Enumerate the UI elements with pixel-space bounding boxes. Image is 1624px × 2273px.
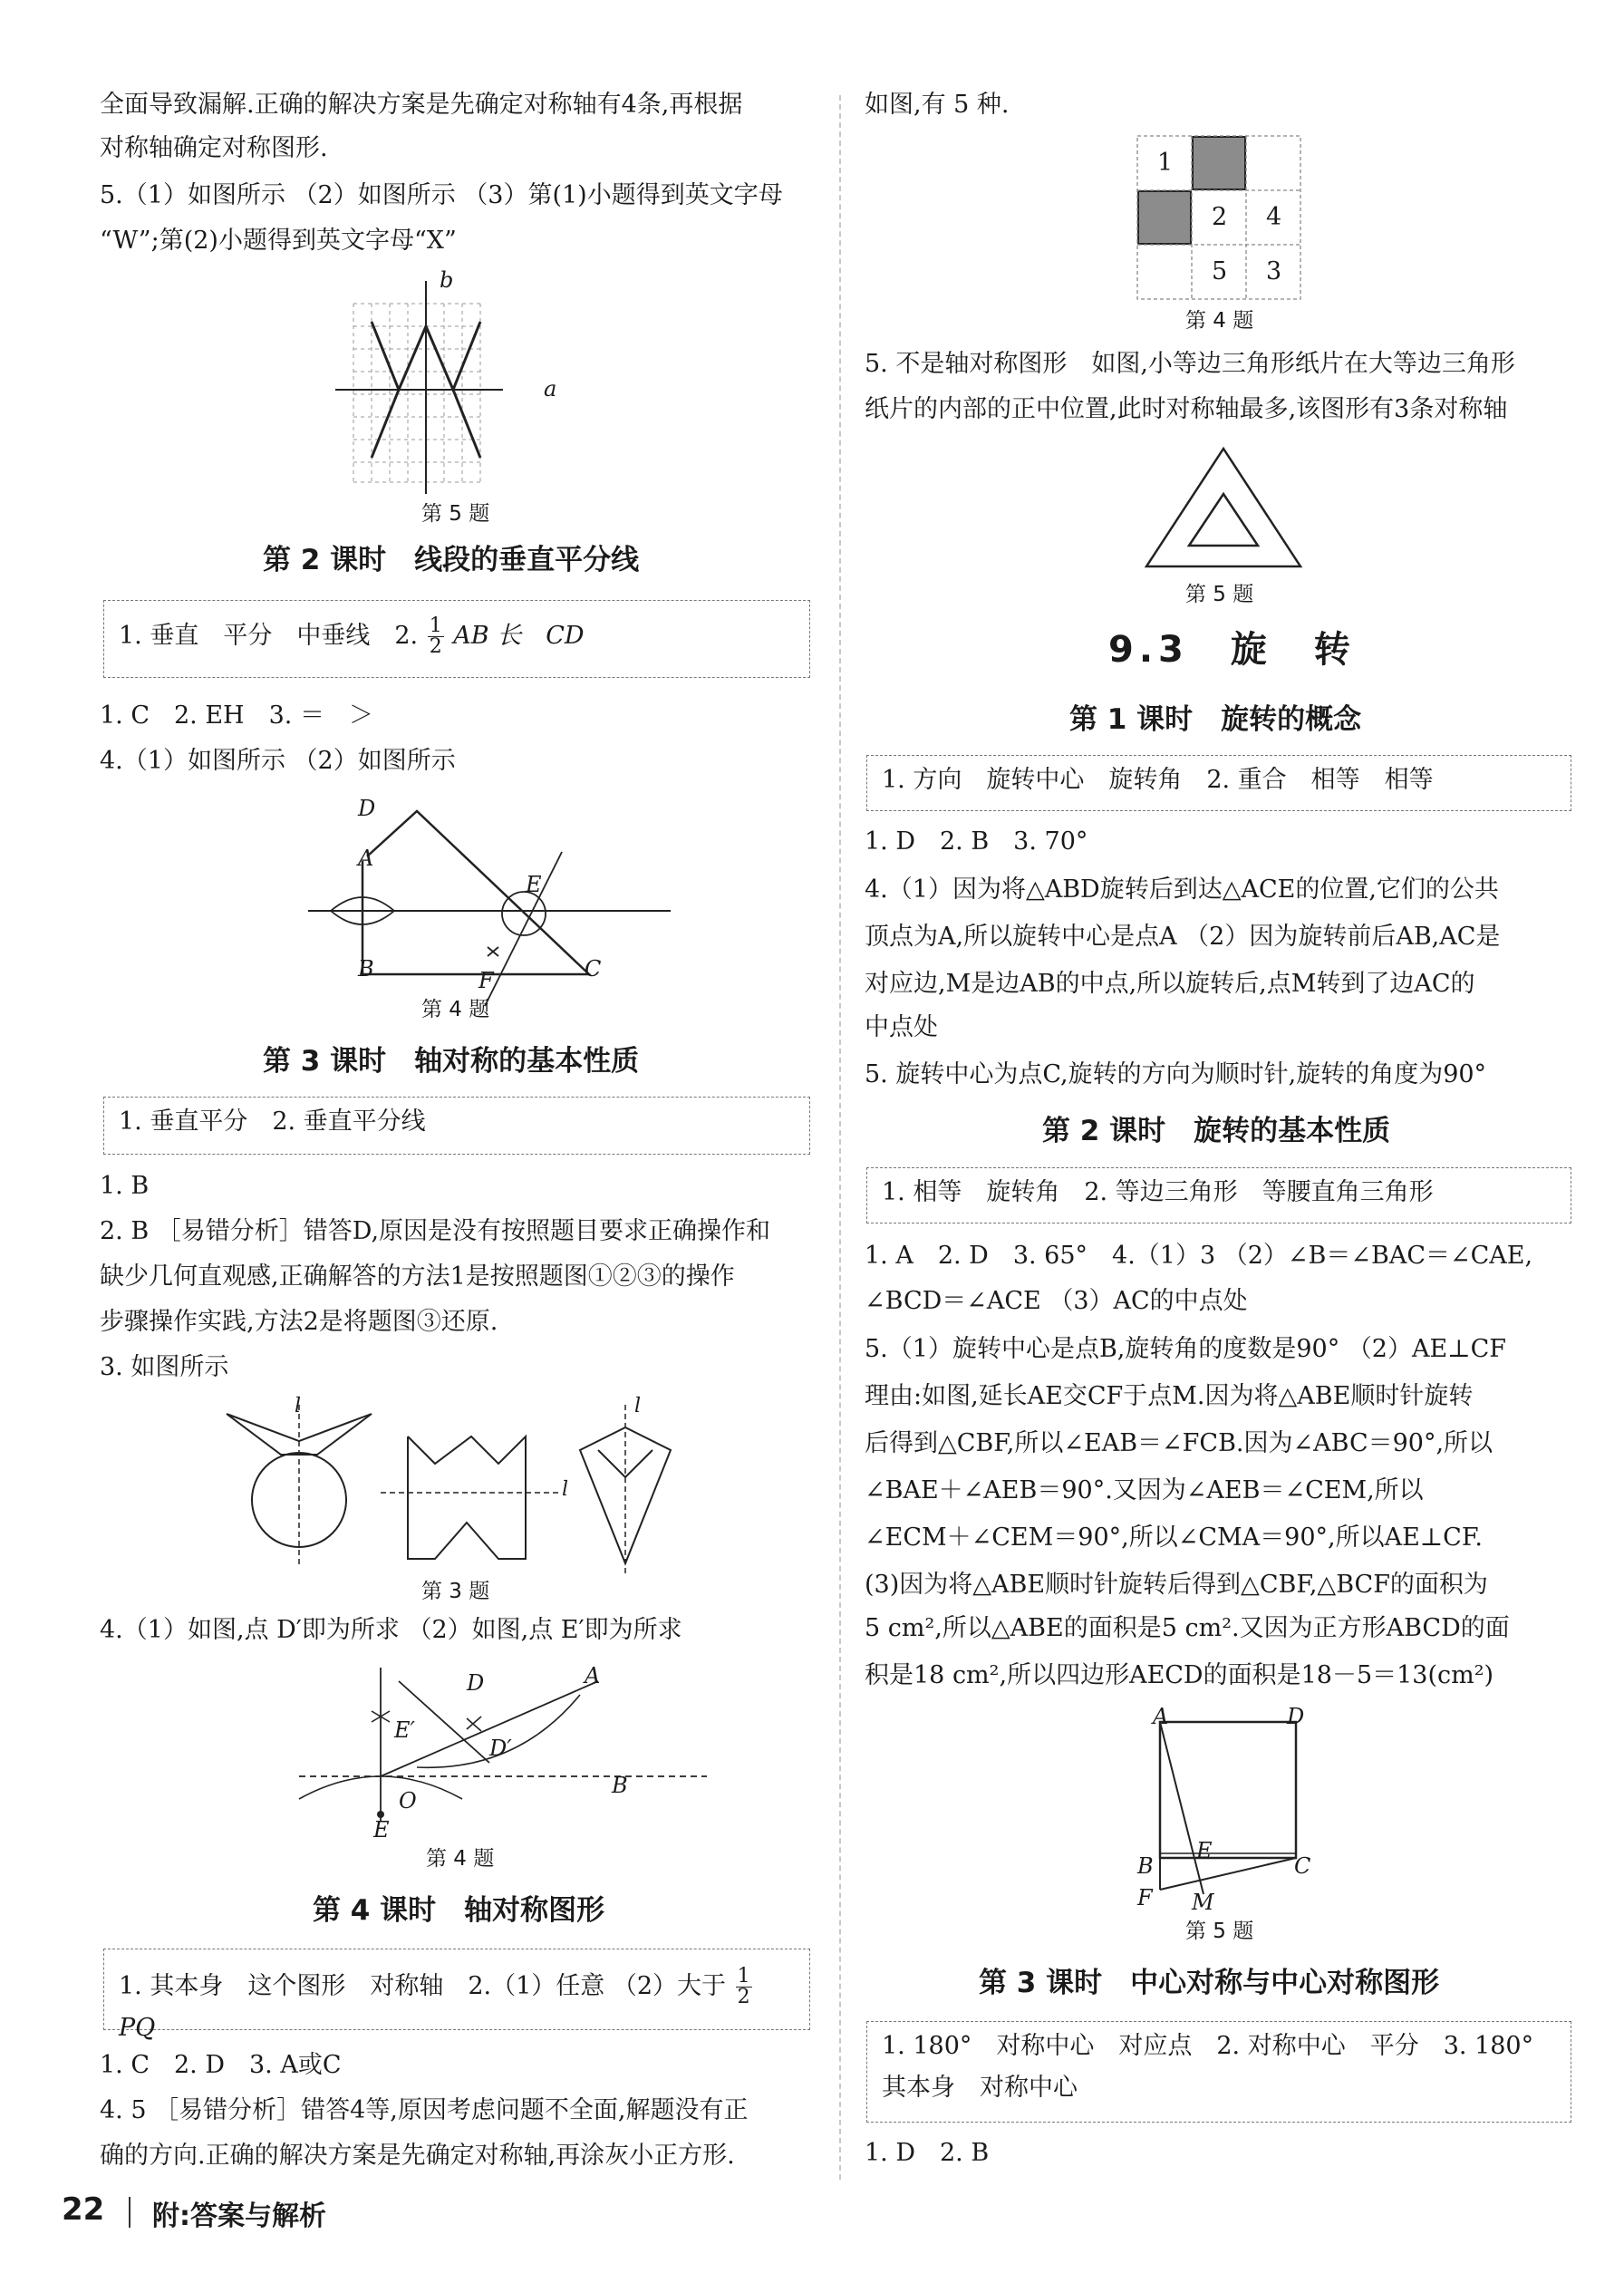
- paragraph: 1. C 2. EH 3. ＝ ＞: [100, 701, 373, 730]
- paragraph: 4.（1）因为将△ABD旋转后到达△ACE的位置,它们的公共: [865, 875, 1499, 904]
- paragraph: 1. D 2. B 3. 70°: [865, 827, 1088, 856]
- figure-nested-triangles: [1142, 444, 1305, 571]
- answer-text: 1. 方向 旋转中心 旋转角 2. 重合 相等 相等: [882, 766, 1434, 794]
- figure-square-rotation: [1160, 1717, 1305, 1912]
- grid-number: 5: [1212, 257, 1228, 285]
- label-C: C: [1294, 1853, 1311, 1879]
- paragraph: 对应边,M是边AB的中点,所以旋转后,点M转到了边AC的: [865, 970, 1475, 998]
- paragraph: 对称轴确定对称图形.: [100, 134, 328, 162]
- answer-box: [866, 2021, 1571, 2123]
- answer-box: [866, 1167, 1571, 1224]
- page-number: 22: [62, 2191, 105, 2228]
- paragraph: ∠ECM＋∠CEM＝90°,所以∠CMA＝90°,所以AE⊥CF.: [865, 1523, 1483, 1552]
- label-O: O: [399, 1788, 417, 1814]
- label-A: A: [585, 1663, 601, 1688]
- answer-text: 1. 180° 对称中心 对应点 2. 对称中心 平分 3. 180°: [882, 2032, 1534, 2060]
- label-C: C: [585, 956, 602, 982]
- paragraph: 4.（1）如图所示 （2）如图所示: [100, 747, 456, 775]
- paragraph: 全面导致漏解.正确的解决方案是先确定对称轴有4条,再根据: [100, 91, 743, 119]
- paragraph: 步骤操作实践,方法2是将题图③还原.: [100, 1308, 498, 1336]
- paragraph: 缺少几何直观感,正确解答的方法1是按照题图①②③的操作: [100, 1262, 735, 1291]
- label-l: l: [562, 1478, 569, 1501]
- paragraph: 中点处: [865, 1013, 938, 1041]
- figure-caption: 第 5 题: [421, 502, 490, 526]
- paragraph: 3. 如图所示: [100, 1353, 229, 1381]
- paragraph: 纸片的内部的正中位置,此时对称轴最多,该图形有3条对称轴: [865, 395, 1508, 423]
- lesson-heading: 第 2 课时 旋转的基本性质: [1042, 1115, 1391, 1147]
- figure-caption: 第 5 题: [1185, 1920, 1254, 1943]
- paragraph: 5. 旋转中心为点C,旋转的方向为顺时针,旋转的角度为90°: [865, 1060, 1487, 1088]
- answer-text: 1. 其本身 这个图形 对称轴 2.（1）任意 （2）大于: [119, 1972, 727, 2000]
- answer-box: [103, 1949, 810, 2042]
- label-A: A: [358, 846, 374, 871]
- paragraph: 理由:如图,延长AE交CF于点M.因为将△ABE顺时针旋转: [865, 1382, 1474, 1410]
- column-divider: [839, 95, 841, 2180]
- paragraph: “W”;第(2)小题得到英文字母“X”: [100, 227, 457, 255]
- figure-symmetric-shapes: [227, 1400, 734, 1581]
- paragraph: 5.（1）如图所示 （2）如图所示 （3）第(1)小题得到英文字母: [100, 181, 783, 209]
- paragraph: 1. D 2. B: [865, 2139, 990, 2167]
- figure-caption: 第 5 题: [1185, 583, 1254, 606]
- grid-number: 3: [1266, 257, 1282, 285]
- label-D: D: [358, 796, 376, 821]
- figure-caption: 第 4 题: [421, 998, 490, 1021]
- answer-box: [103, 1097, 810, 1155]
- answer-text: PQ: [119, 2014, 156, 2042]
- paragraph: 后得到△CBF,所以∠EAB＝∠FCB.因为∠ABC＝90°,所以: [865, 1429, 1494, 1457]
- label-l: l: [295, 1395, 302, 1417]
- paragraph: 1. A 2. D 3. 65° 4.（1）3 （2）∠B＝∠BAC＝∠CAE,: [865, 1242, 1533, 1270]
- label-B: B: [358, 956, 374, 982]
- label-E: E: [1196, 1838, 1213, 1863]
- label-A: A: [1153, 1704, 1169, 1729]
- answer-text: 1. 垂直 平分 中垂线 2.: [119, 622, 419, 650]
- answer-text: AB 长 CD: [453, 622, 585, 650]
- grid-number: 2: [1212, 203, 1228, 231]
- answer-text: 1. 相等 旋转角 2. 等边三角形 等腰直角三角形: [882, 1178, 1434, 1206]
- lesson-heading: 第 1 课时 旋转的概念: [1069, 703, 1362, 736]
- label-B: B: [1137, 1853, 1154, 1879]
- label-E: E: [373, 1817, 390, 1843]
- shaded-grid: [1137, 136, 1300, 299]
- grid-number: 4: [1266, 203, 1282, 231]
- label-b: b: [440, 267, 454, 293]
- label-D: D: [1287, 1704, 1305, 1729]
- label-Dp: D′: [489, 1736, 512, 1761]
- figure-caption: 第 4 题: [1185, 309, 1254, 333]
- label-F: F: [478, 968, 494, 993]
- paragraph: 4.（1）如图,点 D′即为所求 （2）如图,点 E′即为所求: [100, 1616, 682, 1644]
- label-D: D: [467, 1670, 485, 1696]
- label-l: l: [634, 1395, 642, 1417]
- label-M: M: [1192, 1890, 1214, 1915]
- paragraph: 1. C 2. D 3. A或C: [100, 2051, 342, 2079]
- lesson-heading: 第 3 课时 中心对称与中心对称图形: [979, 1967, 1440, 1999]
- figure-w-x: [353, 272, 607, 498]
- paragraph: (3)因为将△ABE顺时针旋转后得到△CBF,△BCF的面积为: [865, 1571, 1488, 1599]
- label-B: B: [612, 1773, 628, 1798]
- label-F: F: [1137, 1885, 1153, 1910]
- lesson-heading: 第 2 课时 线段的垂直平分线: [263, 544, 640, 576]
- paragraph: 积是18 cm²,所以四边形AECD的面积是18－5＝13(cm²): [865, 1661, 1494, 1689]
- paragraph: 如图,有 5 种.: [865, 91, 1010, 119]
- answer-box: [103, 600, 810, 678]
- grid-number: 1: [1157, 149, 1174, 177]
- paragraph: 顶点为A,所以旋转中心是点A （2）因为旋转前后AB,AC是: [865, 923, 1501, 951]
- answer-box: [866, 755, 1571, 811]
- label-Ep: E′: [394, 1717, 415, 1743]
- label-E: E: [526, 872, 542, 897]
- paragraph: 4. 5 ［易错分析］错答4等,原因考虑问题不全面,解题没有正: [100, 2096, 749, 2124]
- paragraph: 5 cm²,所以△ABE的面积是5 cm².又因为正方形ABCD的面: [865, 1614, 1510, 1642]
- paragraph: 确的方向.正确的解决方案是先确定对称轴,再涂灰小正方形.: [100, 2142, 735, 2170]
- fraction: $\frac{1}{2}$: [737, 1965, 750, 2008]
- paragraph: 1. B: [100, 1172, 150, 1200]
- answer-text: 1. 垂直平分 2. 垂直平分线: [119, 1107, 426, 1136]
- label-a: a: [544, 376, 557, 401]
- paragraph: ∠BCD＝∠ACE （3）AC的中点处: [865, 1287, 1248, 1315]
- paragraph: 2. B ［易错分析］错答D,原因是没有按照题目要求正确操作和: [100, 1217, 771, 1245]
- section-heading: 9.3 旋 转: [1108, 629, 1356, 671]
- answer-text: 其本身 对称中心: [882, 2074, 1078, 2102]
- lesson-heading: 第 3 课时 轴对称的基本性质: [263, 1045, 640, 1078]
- footer-separator: [129, 2197, 130, 2228]
- figure-caption: 第 4 题: [426, 1847, 495, 1871]
- fraction: $\frac{1}{2}$: [429, 614, 442, 658]
- paragraph: ∠BAE＋∠AEB＝90°.又因为∠AEB＝∠CEM,所以: [865, 1476, 1424, 1504]
- footer-title: 附:答案与解析: [152, 2200, 326, 2232]
- lesson-heading: 第 4 课时 轴对称图形: [313, 1894, 605, 1927]
- figure-caption: 第 3 题: [421, 1580, 490, 1603]
- paragraph: 5. 不是轴对称图形 如图,小等边三角形纸片在大等边三角形: [865, 350, 1515, 378]
- paragraph: 5.（1）旋转中心是点B,旋转角的度数是90° （2）AE⊥CF: [865, 1335, 1506, 1363]
